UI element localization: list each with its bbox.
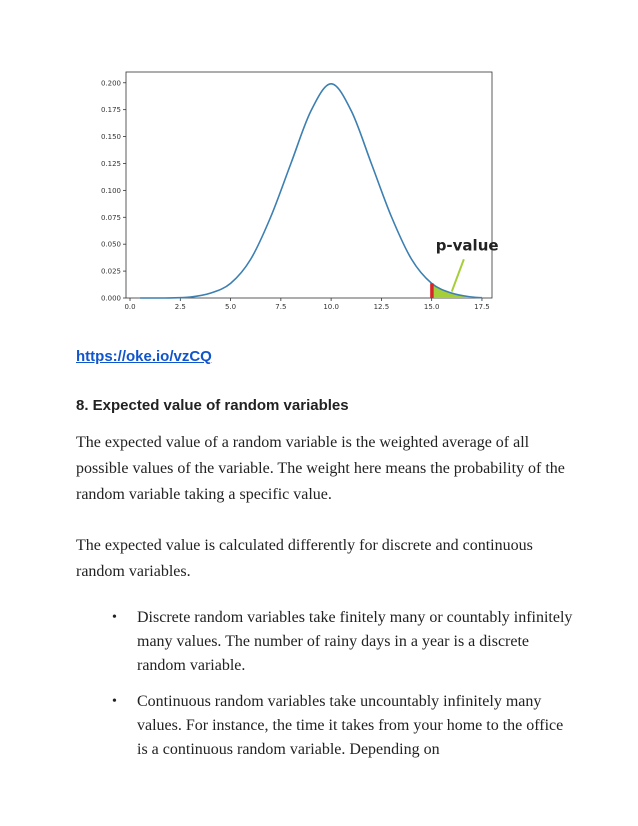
- bullet-marker: •: [112, 694, 117, 709]
- y-tick-label: 0.025: [100, 267, 121, 276]
- x-tick-label: 0.0: [124, 303, 136, 311]
- bullet-marker: •: [112, 610, 117, 625]
- density-chart: [80, 70, 500, 320]
- plot-frame: [126, 72, 492, 298]
- x-tick-label: 12.5: [373, 303, 390, 311]
- y-tick-label: 0.075: [100, 213, 121, 222]
- critical-value-marker: [430, 283, 434, 298]
- list-item: [76, 690, 576, 762]
- y-tick-label: 0.150: [100, 133, 121, 142]
- x-tick-label: 10.0: [323, 303, 339, 311]
- x-tick-label: 15.0: [423, 303, 440, 311]
- section-heading: 8. Expected value of random variables: [76, 397, 349, 414]
- y-tick-label: 0.100: [100, 186, 121, 195]
- y-tick-label: 0.175: [100, 106, 121, 115]
- y-tick-label: 0.125: [100, 159, 121, 168]
- x-tick-label: 5.0: [225, 303, 237, 311]
- list-item: [76, 606, 576, 678]
- source-link[interactable]: https://oke.io/vzCQ: [76, 348, 212, 365]
- x-axis: [124, 298, 489, 311]
- y-tick-label: 0.050: [100, 240, 121, 249]
- bullet-text-discrete: Discrete random variables take finitely many or countably infinitely many values. The number of rainy days in a year is a discrete random variable.: [137, 609, 573, 674]
- p-value-shaded-area: [432, 283, 482, 298]
- bullet-list: [76, 606, 576, 774]
- y-axis: [101, 79, 126, 302]
- x-tick-label: 2.5: [174, 303, 186, 311]
- x-tick-label: 17.5: [474, 303, 490, 311]
- p-value-annotation: p-value: [435, 236, 499, 255]
- y-tick-label: 0.200: [100, 79, 121, 88]
- bullet-text-continuous: Continuous random variables take uncountably infinitely many values. For instance, the time it takes from your home to the office is a continuous random variable. Depending on: [137, 693, 564, 758]
- y-tick-label: 0.000: [100, 294, 121, 303]
- p-value-pointer-line: [452, 259, 464, 291]
- x-tick-label: 7.5: [275, 303, 287, 311]
- density-curve: [140, 84, 482, 298]
- paragraph-discrete-continuous: The expected value is calculated differently for discrete and continuous random variables.: [76, 537, 533, 580]
- paragraph-expected-value-definition: The expected value of a random variable is the weighted average of all possible values of the variable. The weight here means the probability of the random variable taking a specific value.: [76, 434, 565, 503]
